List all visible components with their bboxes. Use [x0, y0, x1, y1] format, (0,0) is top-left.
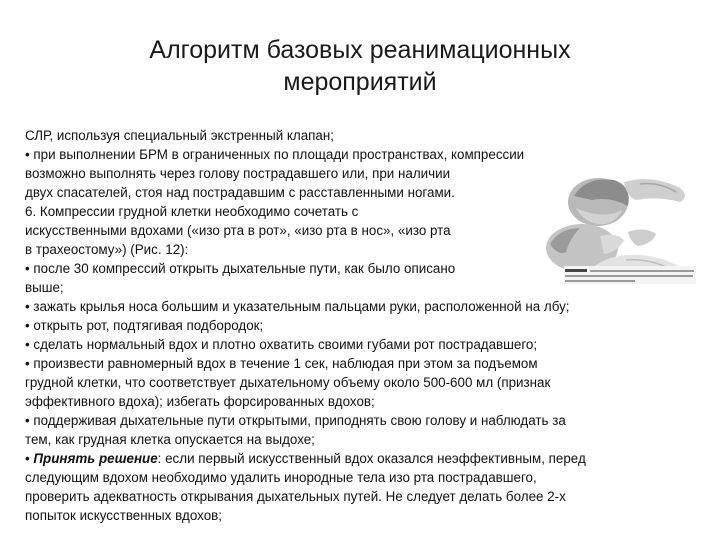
- title-line-1: Алгоритм базовых реанимационных: [149, 36, 571, 64]
- decision-bullet: •: [25, 451, 34, 466]
- text-line: • сделать нормальный вдох и плотно охватить своими губами рот пострадавшего;: [25, 337, 538, 352]
- text-line: 6. Компрессии грудной клетки необходимо сочетать с: [25, 204, 359, 219]
- text-line: тем, как грудная клетка опускается на выдохе;: [25, 432, 315, 447]
- body-text: [25, 126, 715, 525]
- text-line: • зажать крылья носа большим и указательным пальцами руки, расположенной на лбу;: [25, 299, 570, 314]
- text-line: искусственными вдохами («изо рта в рот», «изо рта в нос», «изо рта: [25, 223, 451, 238]
- text-line: • при выполнении БРМ в ограниченных по площади пространствах, компрессии: [25, 147, 525, 162]
- decision-text: : если первый искусственный вдох оказался неэффективным, перед: [157, 451, 586, 466]
- text-line: • произвести равномерный вдох в течение 1 сек, наблюдая при этом за подъемом: [25, 356, 538, 371]
- text-line: • поддерживая дыхательные пути открытыми, приподнять свою голову и наблюдать за: [25, 413, 566, 428]
- decision-line: [25, 449, 715, 468]
- text-line: выше;: [25, 280, 64, 295]
- text-line: следующим вдохом необходимо удалить инородные тела изо рта пострадавшего,: [25, 470, 537, 485]
- title-line-2: мероприятий: [283, 68, 437, 96]
- text-line: возможно выполнять через голову пострадавшего или, при наличии: [25, 166, 451, 181]
- slide-title: [0, 34, 720, 98]
- text-line: проверить адекватность открывания дыхательных путей. Не следует делать более 2-х: [25, 489, 566, 504]
- text-line: СЛР, используя специальный экстренный клапан;: [25, 128, 334, 143]
- text-line: • открыть рот, подтягивая подбородок;: [25, 318, 264, 333]
- text-line: в трахеостому») (Рис. 12):: [25, 242, 189, 257]
- text-line: двух спасателей, стоя над пострадавшим с расставленными ногами.: [25, 185, 455, 200]
- text-line: • после 30 компрессий открыть дыхательные пути, как было описано: [25, 261, 456, 276]
- text-line: грудной клетки, что соответствует дыхательному объему около 500-600 мл (признак: [25, 375, 551, 390]
- text-line: попыток искусственных вдохов;: [25, 508, 222, 523]
- text-line: эффективного вдоха); избегать форсированных вдохов;: [25, 394, 375, 409]
- decision-label: Принять решение: [33, 451, 158, 466]
